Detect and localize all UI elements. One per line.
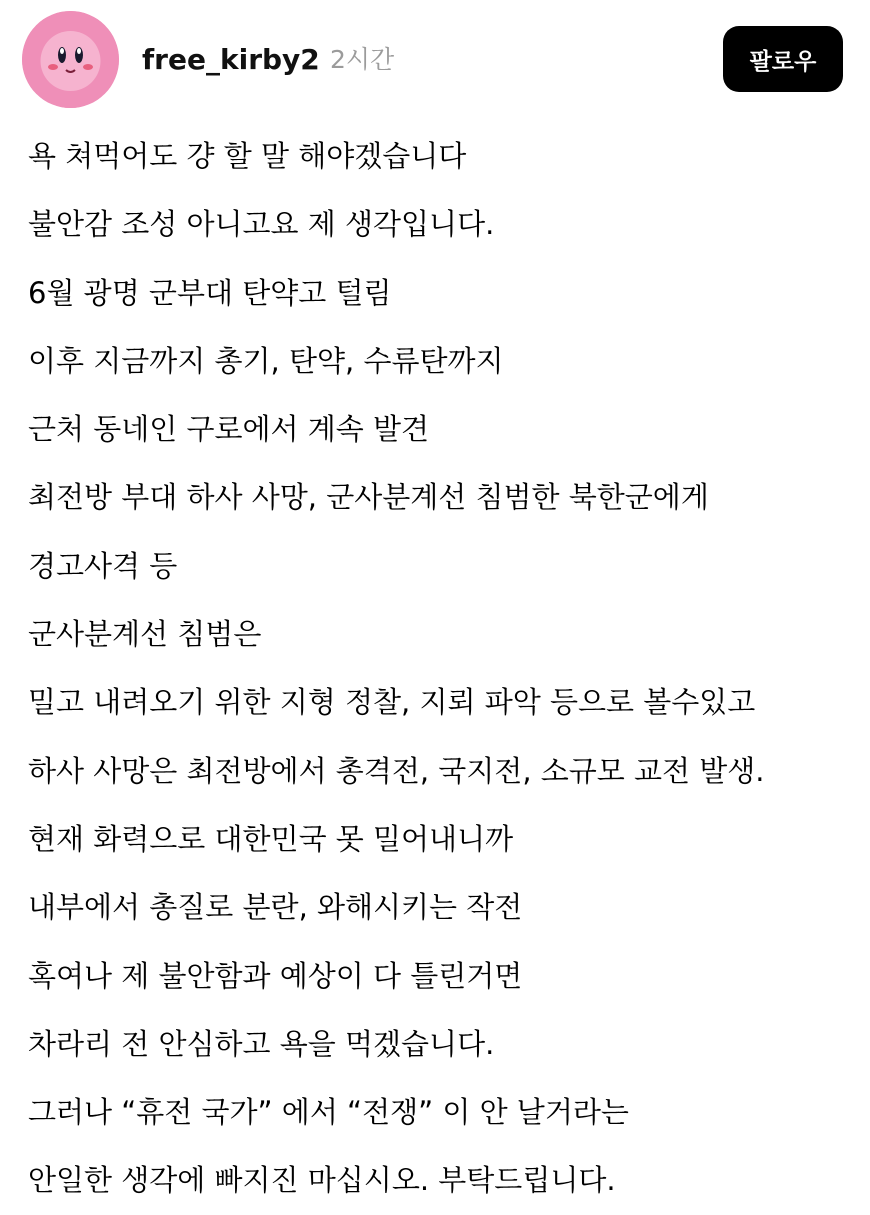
avatar[interactable]: [22, 11, 119, 108]
post-header: [0, 0, 870, 120]
post-text-line: 욕 쳐먹어도 걍 할 말 해야겠습니다: [28, 139, 467, 173]
post-body: [28, 122, 858, 1215]
post-text-line: 차라리 전 안심하고 욕을 먹겠습니다.: [28, 1026, 495, 1061]
post-text-line: 근처 동네인 구로에서 계속 발견: [28, 412, 430, 447]
post-text-line: 6월 광명 군부대 탄약고 털림: [28, 275, 392, 310]
post-text-line: 이후 지금까지 총기, 탄약, 수류탄까지: [28, 343, 504, 378]
post-text-line: 군사분계선 침범은: [28, 617, 262, 652]
follow-button[interactable]: 팔로우: [723, 26, 843, 92]
post-timestamp: 2시간: [330, 45, 395, 74]
post-text-line: 불안감 조성 아니고요 제 생각입니다.: [28, 207, 495, 242]
post-text-line: 혹여나 제 불안함과 예상이 다 틀린거면: [28, 958, 523, 993]
post-text-line: 하사 사망은 최전방에서 총격전, 국지전, 소규모 교전 발생.: [28, 753, 765, 788]
post-text-line: 내부에서 총질로 분란, 와해시키는 작전: [28, 890, 523, 925]
post-text-line: 경고사격 등: [28, 548, 178, 583]
username[interactable]: free_kirby2: [142, 43, 320, 76]
kirby-avatar-icon: [22, 11, 119, 108]
post-text-line: 최전방 부대 하사 사망, 군사분계선 침범한 북한군에게: [28, 480, 709, 515]
post-text-line: 현재 화력으로 대한민국 못 밀어내니까: [28, 821, 514, 856]
post-text-line: 밀고 내려오기 위한 지형 정찰, 지뢰 파악 등으로 볼수있고: [28, 685, 756, 720]
post-text-line: 그러나 “휴전 국가” 에서 “전쟁” 이 안 날거라는: [28, 1095, 629, 1130]
post-text-line: 안일한 생각에 빠지진 마십시오. 부탁드립니다.: [28, 1163, 616, 1198]
